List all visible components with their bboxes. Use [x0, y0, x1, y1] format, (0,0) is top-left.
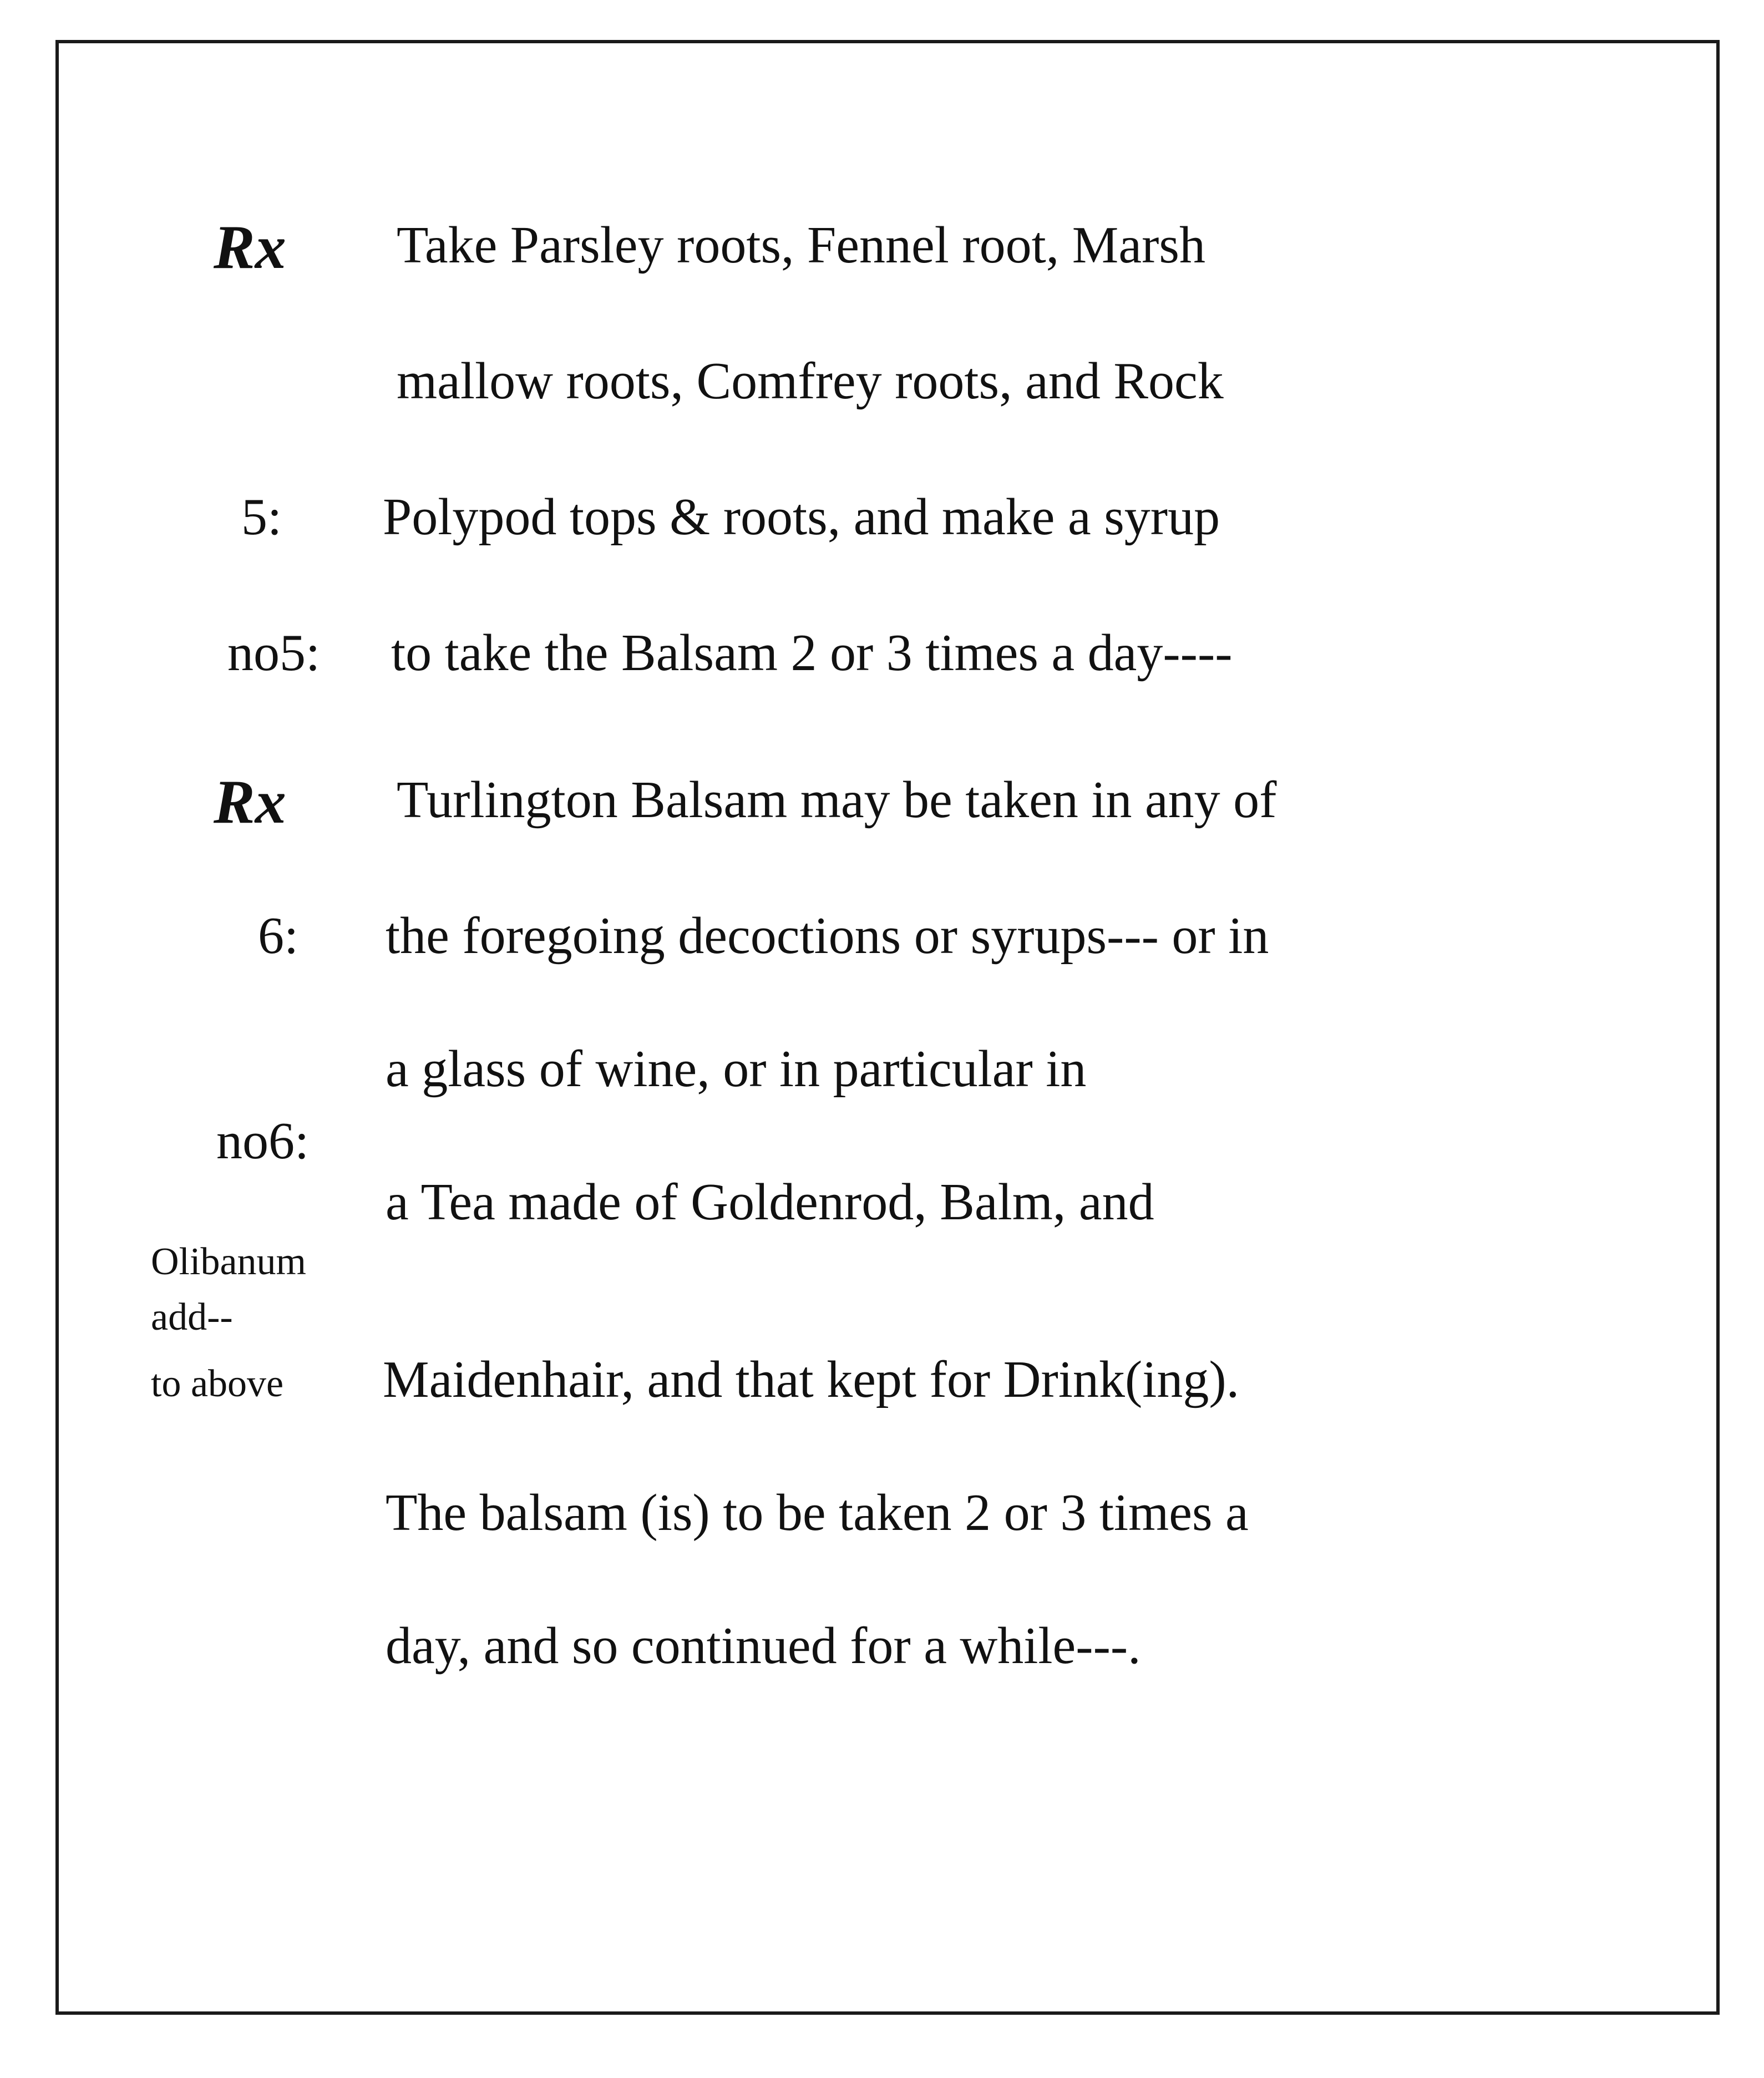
- recipe-5-line-1: Take Parsley roots, Fennel root, Marsh: [397, 216, 1205, 274]
- recipe-5-line-2: mallow roots, Comfrey roots, and Rock: [397, 352, 1224, 410]
- recipe-5-ref: no5:: [227, 624, 321, 682]
- rx-marker-recipe-6: Rx: [214, 768, 286, 837]
- page-border: [55, 40, 1720, 2015]
- recipe-6-line-3: a glass of wine, or in particular in: [386, 1040, 1087, 1098]
- recipe-6-line-2: the foregoing decoctions or syrups--- or in: [386, 907, 1269, 965]
- recipe-6-line-7: day, and so continued for a while---.: [386, 1617, 1141, 1675]
- recipe-6-line-1: Turlington Balsam may be taken in any of: [397, 771, 1277, 829]
- margin-note-line-1: Olibanum: [151, 1240, 306, 1283]
- recipe-5-line-3: Polypod tops & roots, and make a syrup: [383, 488, 1220, 546]
- recipe-6-number: 6:: [258, 907, 299, 965]
- margin-note-line-3: to above: [151, 1362, 284, 1405]
- recipe-6-line-4: a Tea made of Goldenrod, Balm, and: [386, 1173, 1154, 1231]
- recipe-6-line-6: The balsam (is) to be taken 2 or 3 times a: [386, 1484, 1249, 1542]
- recipe-6-ref: no6:: [216, 1112, 310, 1170]
- recipe-6-line-5: Maidenhair, and that kept for Drink(ing).: [383, 1351, 1240, 1408]
- recipe-5-number: 5:: [241, 488, 282, 546]
- recipe-5-line-4: to take the Balsam 2 or 3 times a day----: [391, 624, 1233, 682]
- rx-marker-recipe-5: Rx: [214, 213, 286, 282]
- margin-note-line-2: add--: [151, 1296, 233, 1339]
